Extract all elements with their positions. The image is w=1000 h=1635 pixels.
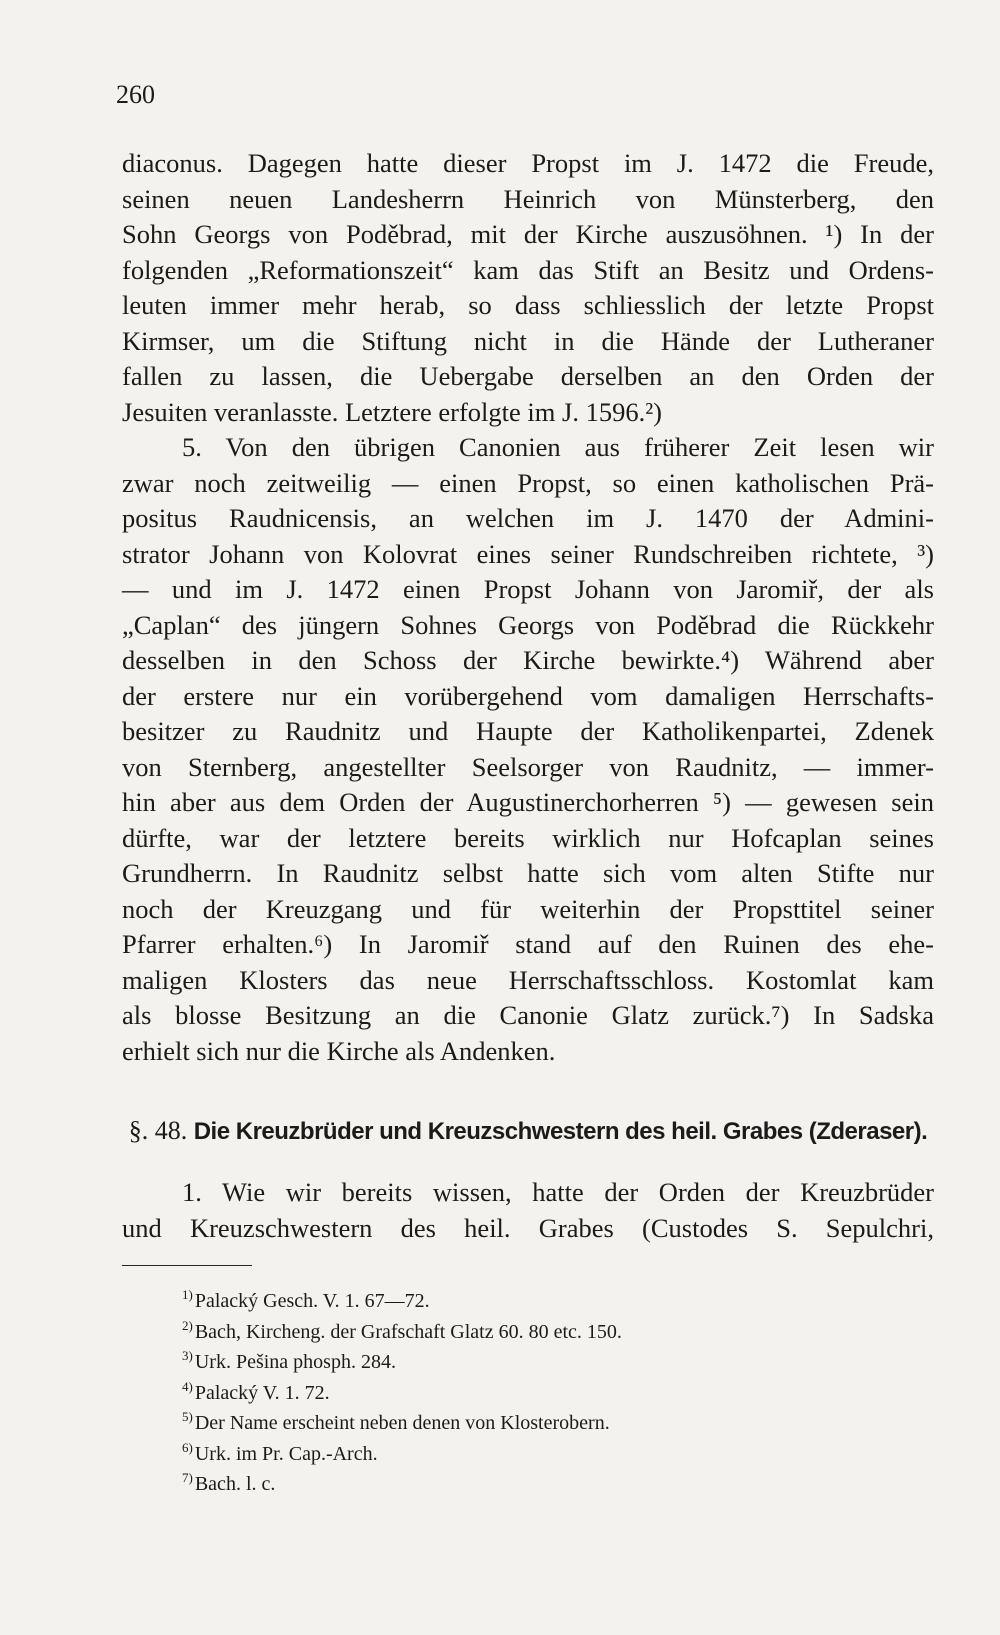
text-line: noch der Kreuzgang und für weiterhin der Propsttitel seiner: [122, 893, 934, 924]
footnote-text: Der Name erscheint neben denen von Klosterobern.: [194, 1412, 610, 1434]
footnote: [182, 1463, 822, 1494]
footnote: [182, 1402, 822, 1433]
text-line: 1. Wie wir bereits wissen, hatte der Orden der Kreuzbrüder: [182, 1177, 934, 1207]
footnote-text: Bach, Kircheng. der Grafschaft Glatz 60. 80 etc. 150.: [194, 1320, 622, 1343]
footnote-text: Urk. im Pr. Cap.-Arch.: [194, 1442, 378, 1465]
footnote-text: Palacký Gesch. V. 1. 67—72.: [194, 1290, 430, 1312]
text-line: folgenden „Reformationszeit“ kam das Stift an Besitz und Ordens-: [122, 254, 934, 285]
text-line: Sohn Georgs von Poděbrad, mit der Kirche auszusöhnen. ¹) In der: [122, 219, 934, 249]
footnote: [182, 1341, 822, 1372]
text-line: der erstere nur ein vorübergehend vom damaligen Herrschafts-: [122, 680, 934, 711]
text-line: und Kreuzschwestern des heil. Grabes (Custodes S. Sepulchri,: [122, 1212, 934, 1243]
text-line: Grundherrn. In Raudnitz selbst hatte sich vom alten Stifte nur: [122, 858, 934, 888]
footnote-mark: 2): [182, 1317, 193, 1333]
text-line: „Caplan“ des jüngern Sohnes Georgs von Poděbrad die Rückkehr: [122, 609, 934, 640]
footnote-mark: 7): [182, 1470, 193, 1485]
text-line: fallen zu lassen, die Uebergabe derselben an den Orden der: [122, 361, 934, 391]
text-line: besitzer zu Raudnitz und Haupte der Katholikenpartei, Zdenek: [122, 716, 934, 746]
footnotes: [182, 1280, 822, 1494]
footnote-text: Urk. Pešina phosph. 284.: [194, 1351, 396, 1373]
footnote-mark: 5): [182, 1409, 193, 1424]
text-line: zwar noch zeitweilig — einen Propst, so einen katholischen Prä-: [122, 467, 934, 498]
footnote-mark: 3): [182, 1348, 193, 1363]
text-line: von Sternberg, angestellter Seelsorger von Raudnitz, — immer-: [122, 751, 934, 782]
body-text: [122, 146, 934, 1069]
section-heading: [122, 1113, 934, 1149]
footnote: [182, 1372, 822, 1403]
footnote-divider: [122, 1265, 252, 1266]
text-line: strator Johann von Kolovrat eines seiner Rundschreiben richtete, ³): [122, 538, 934, 569]
text-line: leuten immer mehr herab, so dass schliesslich der letzte Propst: [122, 290, 934, 320]
footnote-text: Bach. l. c.: [194, 1473, 276, 1495]
text-line: diaconus. Dagegen hatte dieser Propst im J. 1472 die Freude,: [122, 148, 934, 178]
section-title: Die Kreuzbrüder und Kreuzschwestern des heil. Grabes (Zderaser).: [193, 1118, 928, 1145]
text-line: Jesuiten veranlasste. Letztere erfolgte im J. 1596.²): [122, 396, 662, 427]
footnote-text: Palacký V. 1. 72.: [194, 1381, 330, 1404]
footnote-mark: 6): [182, 1439, 193, 1455]
text-line: Kirmser, um die Stiftung nicht in die Hände der Lutheraner: [122, 325, 934, 356]
footnote: [182, 1311, 822, 1342]
text-line: Pfarrer erhalten.⁶) In Jaromiř stand auf den Ruinen des ehe-: [122, 929, 934, 959]
text-line: als blosse Besitzung an die Canonie Glatz zurück.⁷) In Sadska: [122, 1000, 934, 1030]
text-line: maligen Klosters das neue Herrschaftsschloss. Kostomlat kam: [122, 964, 934, 995]
text-line: positus Raudnicensis, an welchen im J. 1470 der Admini-: [122, 503, 934, 533]
footnote-mark: 1): [182, 1287, 193, 1302]
text-line: desselben in den Schoss der Kirche bewirkte.⁴) Während aber: [122, 645, 934, 675]
text-line: 5. Von den übrigen Canonien aus früherer Zeit lesen wir: [182, 432, 934, 462]
section-intro: [122, 1175, 934, 1246]
text-line: dürfte, war der letztere bereits wirklich nur Hofcaplan seines: [122, 822, 934, 853]
footnote: [182, 1433, 822, 1464]
text-line: — und im J. 1472 einen Propst Johann von Jaromiř, der als: [122, 574, 934, 604]
text-line: seinen neuen Landesherrn Heinrich von Münsterberg, den: [122, 183, 934, 214]
footnote-mark: 4): [182, 1378, 193, 1394]
text-line: erhielt sich nur die Kirche als Andenken.: [122, 1035, 556, 1066]
section-number: §. 48.: [128, 1116, 188, 1145]
footnote: [182, 1280, 822, 1311]
page-number: 260: [116, 80, 155, 109]
text-line: hin aber aus dem Orden der Augustinerchorherren ⁵) — gewesen sein: [122, 787, 934, 817]
